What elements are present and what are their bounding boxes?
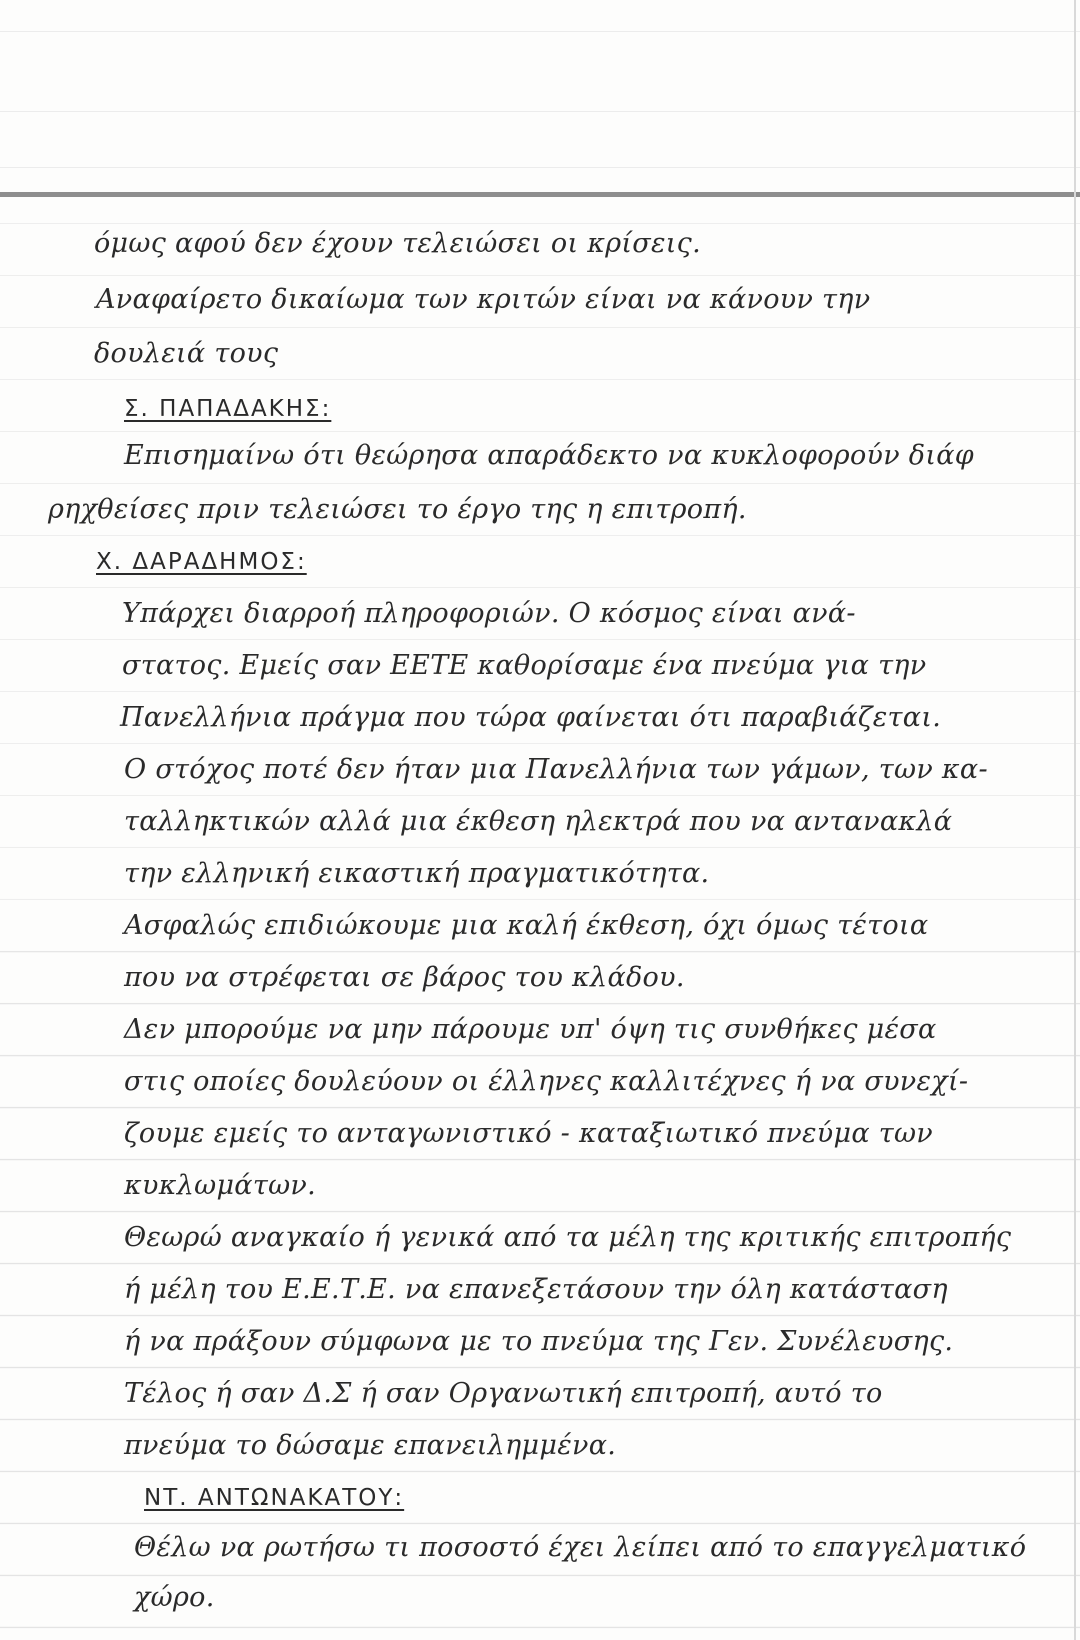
- text-line: στις οποίες δουλεύουν οι έλληνες καλλιτέχνες ή να συνεχί-: [124, 1066, 969, 1097]
- text-line: χώρο.: [134, 1582, 215, 1613]
- text-line: Ασφαλώς επιδιώκουμε μια καλή έκθεση, όχι όμως τέτοια: [124, 910, 929, 941]
- text-line: ή μέλη του Ε.Ε.Τ.Ε. να επανεξετάσουν την όλη κατάσταση: [124, 1274, 948, 1305]
- text-line: Ο στόχος ποτέ δεν ήταν μια Πανελλήνια των γάμων, των κα-: [124, 754, 988, 785]
- text-line: ρηχθείσες πριν τελειώσει το έργο της η επιτροπή.: [48, 494, 747, 525]
- speaker-name: ΝΤ. ΑΝΤΩΝΑΚΑΤΟΥ:: [144, 1485, 405, 1511]
- page-top-blank-area: [0, 0, 1080, 192]
- speaker-name: Χ. ΔΑΡΑΔΗΜΟΣ:: [96, 549, 307, 575]
- text-line: Πανελλήνια πράγμα που τώρα φαίνεται ότι παραβιάζεται.: [120, 702, 942, 733]
- text-line: ή να πράξουν σύμφωνα με το πνεύμα της Γεν. Συνέλευσης.: [124, 1326, 954, 1357]
- text-line: πνεύμα το δώσαμε επανειλημμένα.: [124, 1430, 617, 1461]
- text-line: Θεωρώ αναγκαίο ή γενικά από τα μέλη της κριτικής επιτροπής: [124, 1222, 1012, 1253]
- text-line: Υπάρχει διαρροή πληροφοριών. Ο κόσμος είναι ανά-: [122, 598, 856, 629]
- text-line: ταλληκτικών αλλά μια έκθεση ηλεκτρά που να αντανακλά: [124, 806, 953, 837]
- text-line: που να στρέφεται σε βάρος του κλάδου.: [124, 962, 685, 993]
- text-line: Επισημαίνω ότι θεώρησα απαράδεκτο να κυκλοφορούν διάφ: [124, 440, 974, 471]
- text-line: όμως αφού δεν έχουν τελειώσει οι κρίσεις.: [94, 228, 701, 259]
- text-line: Δεν μπορούμε να μην πάρουμε υπ' όψη τις συνθήκες μέσα: [124, 1014, 937, 1045]
- text-line: στατος. Εμείς σαν ΕΕΤΕ καθορίσαμε ένα πνεύμα για την: [122, 650, 927, 681]
- text-line: δουλειά τους: [94, 338, 279, 369]
- text-line: Θέλω να ρωτήσω τι ποσοστό έχει λείπει από το επαγγελματικό: [134, 1532, 1027, 1563]
- text-line: Αναφαίρετο δικαίωμα των κριτών είναι να κάνουν την: [96, 284, 871, 315]
- text-line: Τέλος ή σαν Δ.Σ ή σαν Οργανωτική επιτροπή, αυτό το: [124, 1378, 883, 1409]
- text-line: την ελληνική εικαστική πραγματικότητα.: [124, 858, 710, 889]
- text-line: ζουμε εμείς το ανταγωνιστικό - καταξιωτικό πνεύμα των: [124, 1118, 934, 1149]
- page-right-edge: [1074, 0, 1076, 1640]
- page-header-rule: [0, 192, 1080, 197]
- text-line: κυκλωμάτων.: [124, 1170, 316, 1201]
- speaker-name: Σ. ΠΑΠΑΔΑΚΗΣ:: [124, 396, 332, 422]
